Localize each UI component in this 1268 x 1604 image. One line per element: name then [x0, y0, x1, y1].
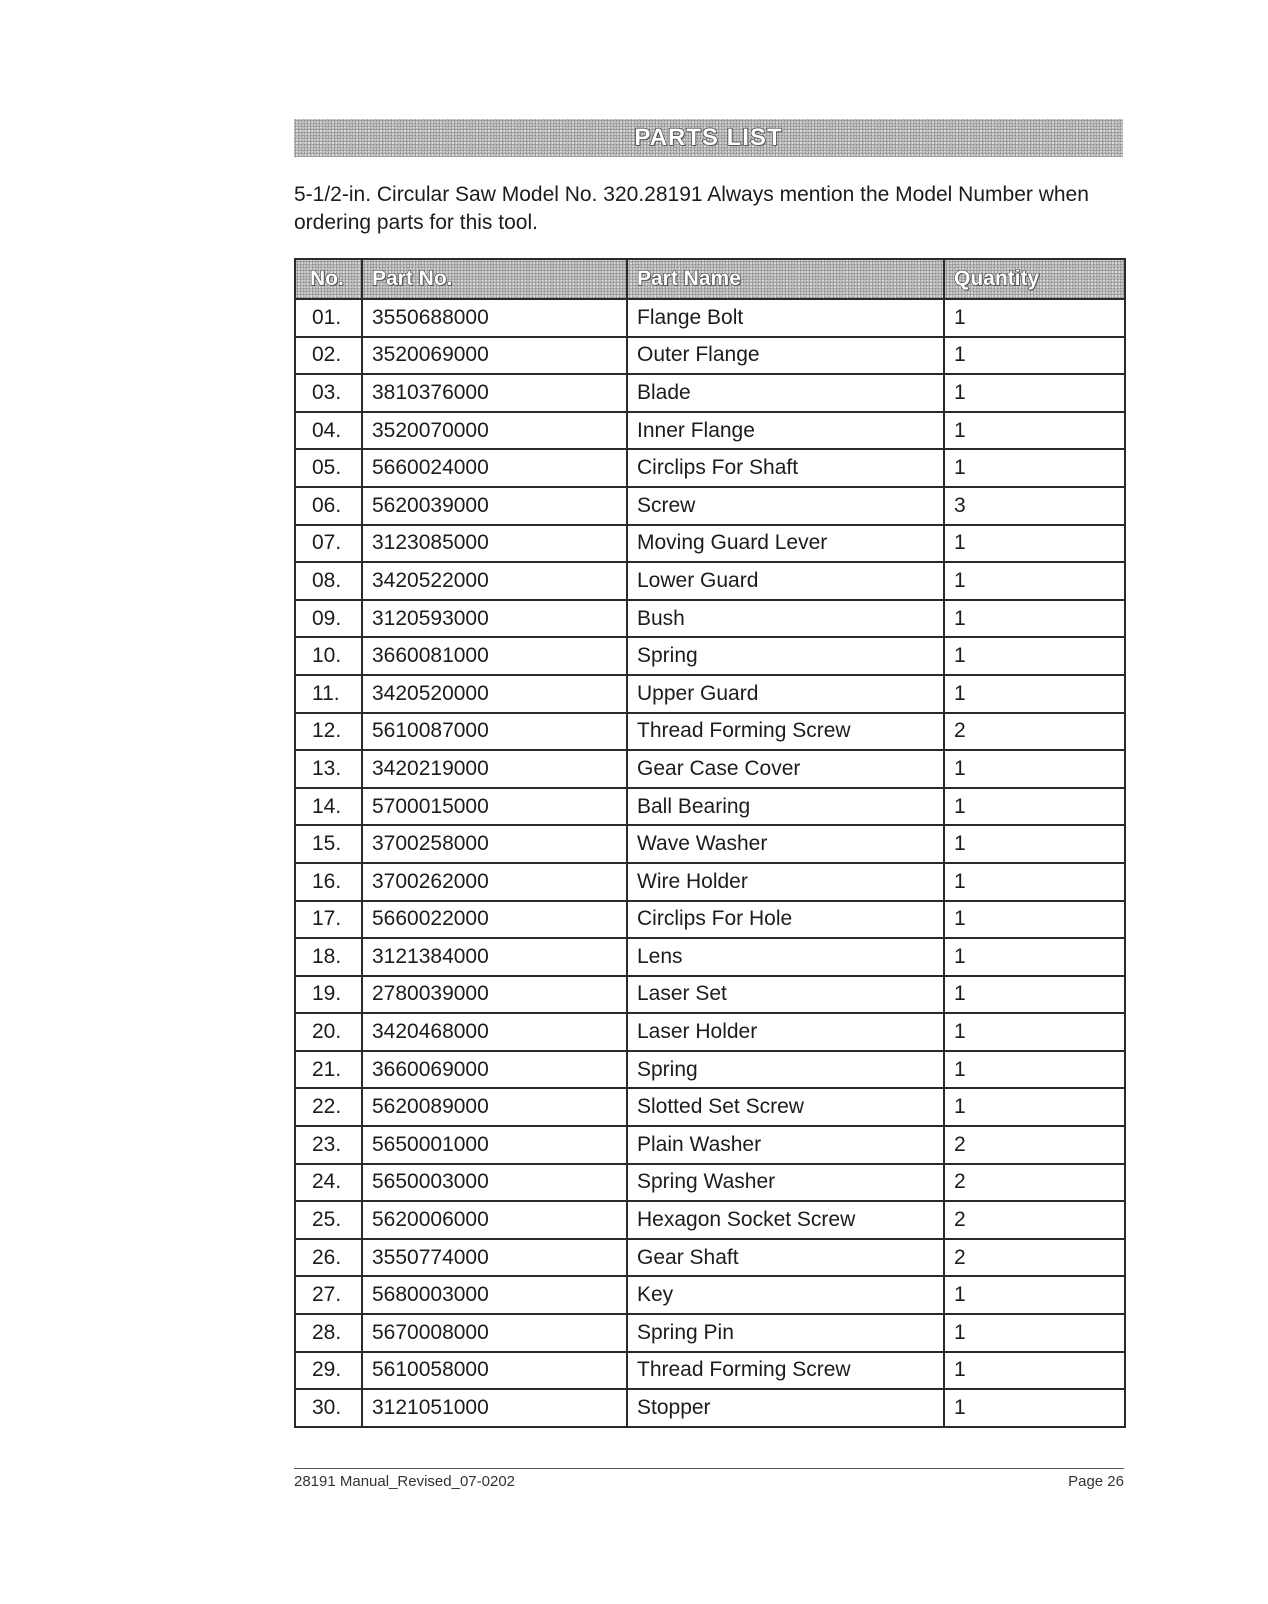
parts-table-body [295, 299, 1125, 1427]
cell-quantity: 1 [944, 525, 1125, 563]
table-row [295, 1051, 1125, 1089]
table-row [295, 788, 1125, 826]
table-row [295, 825, 1125, 863]
cell-part-name: Lens [627, 938, 944, 976]
cell-part-name: Outer Flange [627, 337, 944, 375]
cell-part-no: 3550774000 [362, 1239, 627, 1277]
cell-quantity: 1 [944, 637, 1125, 675]
cell-quantity: 3 [944, 487, 1125, 525]
cell-no: 17. [295, 901, 362, 939]
cell-part-name: Gear Case Cover [627, 750, 944, 788]
cell-quantity: 1 [944, 938, 1125, 976]
cell-part-no: 3121384000 [362, 938, 627, 976]
cell-quantity: 1 [944, 1051, 1125, 1089]
cell-part-no: 3420219000 [362, 750, 627, 788]
cell-no: 15. [295, 825, 362, 863]
table-row [295, 600, 1125, 638]
cell-part-no: 2780039000 [362, 976, 627, 1014]
cell-part-name: Slotted Set Screw [627, 1088, 944, 1126]
cell-part-name: Inner Flange [627, 412, 944, 450]
cell-part-name: Wire Holder [627, 863, 944, 901]
table-row [295, 562, 1125, 600]
header-quantity: Quantity [944, 259, 1125, 299]
cell-part-name: Hexagon Socket Screw [627, 1201, 944, 1239]
cell-no: 08. [295, 562, 362, 600]
cell-no: 14. [295, 788, 362, 826]
cell-quantity: 1 [944, 299, 1125, 337]
footer-page-number: Page 26 [1068, 1473, 1124, 1490]
cell-no: 30. [295, 1389, 362, 1427]
cell-no: 29. [295, 1352, 362, 1390]
cell-quantity: 1 [944, 1314, 1125, 1352]
cell-part-no: 3700262000 [362, 863, 627, 901]
cell-part-name: Ball Bearing [627, 788, 944, 826]
table-row [295, 713, 1125, 751]
cell-no: 26. [295, 1239, 362, 1277]
cell-part-name: Upper Guard [627, 675, 944, 713]
cell-quantity: 1 [944, 1013, 1125, 1051]
cell-part-no: 5660024000 [362, 449, 627, 487]
cell-part-no: 3700258000 [362, 825, 627, 863]
cell-quantity: 1 [944, 337, 1125, 375]
table-row [295, 1389, 1125, 1427]
cell-part-name: Blade [627, 374, 944, 412]
table-row [295, 525, 1125, 563]
cell-part-name: Wave Washer [627, 825, 944, 863]
cell-no: 19. [295, 976, 362, 1014]
cell-no: 23. [295, 1126, 362, 1164]
cell-part-name: Thread Forming Screw [627, 1352, 944, 1390]
cell-no: 28. [295, 1314, 362, 1352]
cell-part-name: Thread Forming Screw [627, 713, 944, 751]
cell-part-name: Spring [627, 1051, 944, 1089]
table-row [295, 487, 1125, 525]
header-no: No. [295, 259, 362, 299]
cell-quantity: 1 [944, 1352, 1125, 1390]
cell-part-no: 5650003000 [362, 1164, 627, 1202]
cell-no: 11. [295, 675, 362, 713]
cell-no: 06. [295, 487, 362, 525]
cell-part-no: 5680003000 [362, 1276, 627, 1314]
cell-quantity: 1 [944, 1276, 1125, 1314]
cell-quantity: 1 [944, 600, 1125, 638]
cell-no: 20. [295, 1013, 362, 1051]
table-row [295, 976, 1125, 1014]
cell-quantity: 1 [944, 412, 1125, 450]
cell-part-name: Plain Washer [627, 1126, 944, 1164]
cell-quantity: 1 [944, 1389, 1125, 1427]
cell-quantity: 1 [944, 1088, 1125, 1126]
cell-part-name: Circlips For Shaft [627, 449, 944, 487]
cell-no: 07. [295, 525, 362, 563]
cell-part-name: Gear Shaft [627, 1239, 944, 1277]
cell-quantity: 1 [944, 901, 1125, 939]
cell-part-name: Laser Set [627, 976, 944, 1014]
table-row [295, 299, 1125, 337]
cell-part-no: 5610087000 [362, 713, 627, 751]
cell-quantity: 1 [944, 562, 1125, 600]
cell-no: 16. [295, 863, 362, 901]
cell-quantity: 1 [944, 863, 1125, 901]
cell-quantity: 1 [944, 825, 1125, 863]
table-row [295, 1126, 1125, 1164]
table-row [295, 938, 1125, 976]
cell-part-no: 5700015000 [362, 788, 627, 826]
cell-part-no: 3121051000 [362, 1389, 627, 1427]
table-row [295, 637, 1125, 675]
cell-part-no: 5670008000 [362, 1314, 627, 1352]
cell-no: 04. [295, 412, 362, 450]
cell-no: 03. [295, 374, 362, 412]
table-row [295, 374, 1125, 412]
cell-no: 25. [295, 1201, 362, 1239]
cell-no: 13. [295, 750, 362, 788]
cell-part-no: 5650001000 [362, 1126, 627, 1164]
cell-part-no: 3420520000 [362, 675, 627, 713]
cell-quantity: 2 [944, 1201, 1125, 1239]
cell-part-no: 3660081000 [362, 637, 627, 675]
table-row [295, 1164, 1125, 1202]
cell-no: 18. [295, 938, 362, 976]
table-row [295, 1088, 1125, 1126]
cell-no: 21. [295, 1051, 362, 1089]
intro-paragraph: 5-1/2-in. Circular Saw Model No. 320.28191 Always mention the Model Number when ordering parts for this tool. [294, 183, 1089, 234]
cell-part-no: 3420522000 [362, 562, 627, 600]
cell-part-name: Spring [627, 637, 944, 675]
table-header-row [295, 259, 1125, 299]
header-part-name: Part Name [627, 259, 944, 299]
cell-part-name: Spring Pin [627, 1314, 944, 1352]
cell-part-no: 3520070000 [362, 412, 627, 450]
cell-no: 05. [295, 449, 362, 487]
parts-table [294, 258, 1126, 1428]
cell-part-no: 3420468000 [362, 1013, 627, 1051]
table-row [295, 412, 1125, 450]
cell-part-name: Key [627, 1276, 944, 1314]
cell-no: 24. [295, 1164, 362, 1202]
cell-quantity: 2 [944, 1239, 1125, 1277]
table-row [295, 1314, 1125, 1352]
cell-quantity: 1 [944, 788, 1125, 826]
table-row [295, 1239, 1125, 1277]
table-row [295, 449, 1125, 487]
table-row [295, 1352, 1125, 1390]
cell-part-name: Flange Bolt [627, 299, 944, 337]
cell-no: 12. [295, 713, 362, 751]
cell-part-no: 5620039000 [362, 487, 627, 525]
cell-part-no: 5660022000 [362, 901, 627, 939]
cell-part-name: Laser Holder [627, 1013, 944, 1051]
cell-part-no: 5620089000 [362, 1088, 627, 1126]
cell-part-name: Stopper [627, 1389, 944, 1427]
table-row [295, 863, 1125, 901]
cell-quantity: 1 [944, 449, 1125, 487]
cell-no: 10. [295, 637, 362, 675]
cell-part-no: 3520069000 [362, 337, 627, 375]
parts-list-banner [294, 119, 1123, 157]
cell-quantity: 2 [944, 1164, 1125, 1202]
cell-no: 09. [295, 600, 362, 638]
header-part-no: Part No. [362, 259, 627, 299]
cell-part-name: Bush [627, 600, 944, 638]
cell-part-no: 3120593000 [362, 600, 627, 638]
cell-no: 02. [295, 337, 362, 375]
footer-manual-id: 28191 Manual_Revised_07-0202 [294, 1473, 516, 1490]
cell-part-name: Moving Guard Lever [627, 525, 944, 563]
table-row [295, 337, 1125, 375]
cell-part-no: 3550688000 [362, 299, 627, 337]
cell-quantity: 2 [944, 1126, 1125, 1164]
page-title: PARTS LIST [634, 124, 783, 151]
cell-part-name: Spring Washer [627, 1164, 944, 1202]
cell-part-no: 3660069000 [362, 1051, 627, 1089]
cell-part-no: 3810376000 [362, 374, 627, 412]
cell-part-name: Screw [627, 487, 944, 525]
table-row [295, 750, 1125, 788]
cell-quantity: 1 [944, 374, 1125, 412]
cell-part-name: Circlips For Hole [627, 901, 944, 939]
cell-part-no: 5620006000 [362, 1201, 627, 1239]
cell-no: 22. [295, 1088, 362, 1126]
cell-quantity: 2 [944, 713, 1125, 751]
table-row [295, 1201, 1125, 1239]
table-row [295, 675, 1125, 713]
cell-part-name: Lower Guard [627, 562, 944, 600]
table-row [295, 1013, 1125, 1051]
cell-quantity: 1 [944, 675, 1125, 713]
footer-divider [294, 1468, 1124, 1469]
table-row [295, 901, 1125, 939]
cell-no: 27. [295, 1276, 362, 1314]
cell-no: 01. [295, 299, 362, 337]
cell-quantity: 1 [944, 976, 1125, 1014]
table-row [295, 1276, 1125, 1314]
cell-part-no: 3123085000 [362, 525, 627, 563]
cell-quantity: 1 [944, 750, 1125, 788]
cell-part-no: 5610058000 [362, 1352, 627, 1390]
